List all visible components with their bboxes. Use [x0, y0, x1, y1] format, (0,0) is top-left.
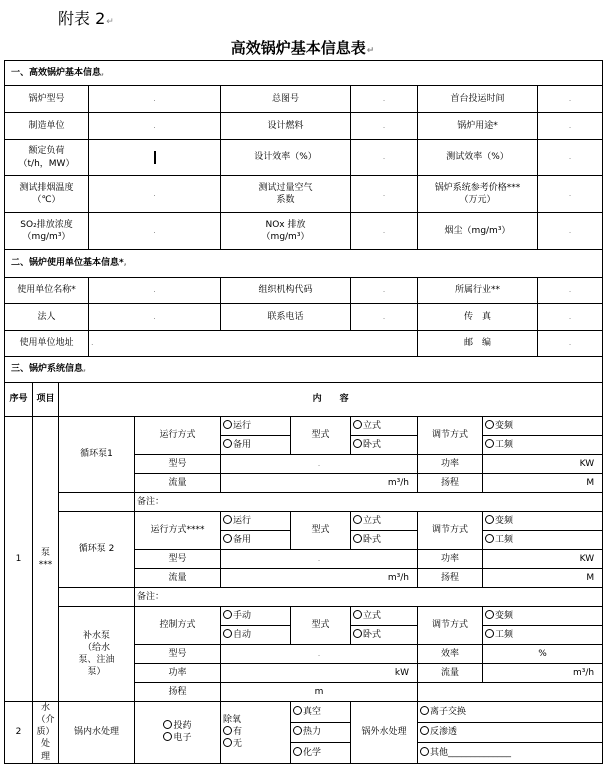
boiler-info-table [4, 60, 603, 764]
pump2-reg-opt-2[interactable]: 工频 [483, 531, 603, 550]
pump2-head-label: 扬程 [418, 569, 483, 588]
label-rated-load: 额定负荷 （t/h，MW） [5, 140, 89, 176]
pump1-flow-unit: m³/h [221, 474, 418, 493]
pump1-model-label: 型号 [135, 455, 221, 474]
pump3-flow-unit: m³/h [483, 664, 603, 683]
pump3-eff-unit: % [483, 645, 603, 664]
pump3-head-label: 扬程 [135, 683, 221, 702]
pump1-type-opt-1[interactable]: 立式 [351, 417, 418, 436]
pump3-power-label: 功率 [135, 664, 221, 683]
pump2-run-opt-1[interactable]: 运行 [221, 512, 291, 531]
pump3-power-unit: kW [221, 664, 418, 683]
row2-no: 2 [5, 702, 33, 764]
pump2-power-label: 功率 [418, 550, 483, 569]
value-so2[interactable]: . [89, 213, 221, 250]
pump3-type-opt-1[interactable]: 立式 [351, 607, 418, 626]
radio-icon [420, 747, 429, 756]
radio-icon [420, 706, 429, 715]
deoxy-method-3[interactable]: 化学 [291, 743, 351, 764]
pump1-run-mode-label: 运行方式 [135, 417, 221, 455]
radio-icon [353, 439, 362, 448]
pump2-reg-label: 调节方式 [418, 512, 483, 550]
pump2-reg-opt-1[interactable]: 变频 [483, 512, 603, 531]
pump3-reg-label: 调节方式 [418, 607, 483, 645]
col-content-header: 内 容 [59, 383, 603, 417]
radio-icon [223, 534, 232, 543]
label-dust: 烟尘（mg/m³） [418, 213, 538, 250]
radio-icon [223, 439, 232, 448]
radio-icon [223, 610, 232, 619]
radio-icon [485, 439, 494, 448]
page-title: 高效锅炉基本信息表↵ [230, 39, 375, 57]
pump1-power-label: 功率 [418, 455, 483, 474]
pump2-run-mode-label: 运行方式**** [135, 512, 221, 550]
pump1-name: 循环泵1 [59, 417, 135, 493]
radio-icon [353, 629, 362, 638]
row1-item: 泵*** [33, 417, 59, 702]
pump3-ctrl-opt-1[interactable]: 手动 [221, 607, 291, 626]
pump3-type-label: 型式 [291, 607, 351, 645]
radio-icon [163, 732, 172, 741]
value-first-operation[interactable]: . [538, 86, 603, 113]
value-dust[interactable]: . [538, 213, 603, 250]
value-industry[interactable]: . [538, 278, 603, 304]
pump1-head-unit: M [483, 474, 603, 493]
outboiler-opt-2[interactable]: 反渗透 [418, 722, 603, 743]
value-rated-load[interactable] [89, 140, 221, 176]
value-exhaust-temp[interactable]: . [89, 176, 221, 213]
pump3-model-value[interactable]: . [221, 645, 418, 664]
pump2-name: 循环泵 2 [59, 512, 135, 588]
pump2-remark[interactable]: 备注： [135, 588, 603, 607]
radio-icon [223, 420, 232, 429]
col-no-header: 序号 [5, 383, 33, 417]
label-contact-phone: 联系电话 [221, 304, 351, 331]
label-address: 使用单位地址 [5, 331, 89, 357]
pump1-model-value[interactable]: . [221, 455, 418, 474]
label-nox: NOx 排放 （mg/m³） [221, 213, 351, 250]
label-first-operation: 首台投运时间 [418, 86, 538, 113]
label-total-plan-no: 总图号 [221, 86, 351, 113]
value-design-fuel[interactable]: . [351, 113, 418, 140]
pump1-reg-opt-1[interactable]: 变频 [483, 417, 603, 436]
outboiler-opt-1[interactable]: 离子交换 [418, 702, 603, 723]
pump3-ctrl-opt-2[interactable]: 自动 [221, 626, 291, 645]
pump3-reg-opt-1[interactable]: 变频 [483, 607, 603, 626]
value-legal-person[interactable]: . [89, 304, 221, 331]
value-ref-price[interactable]: . [538, 176, 603, 213]
deoxy-block[interactable]: 除氧 有 无 [221, 702, 291, 764]
radio-icon [485, 515, 494, 524]
value-manufacturer[interactable]: . [89, 113, 221, 140]
pump2-flow-unit: m³/h [221, 569, 418, 588]
value-excess-air[interactable]: . [351, 176, 418, 213]
radio-icon [485, 534, 494, 543]
pump3-flow-label: 流量 [418, 664, 483, 683]
inboiler-opts[interactable]: 投药 电子 [135, 702, 221, 764]
label-manufacturer: 制造单位 [5, 113, 89, 140]
radio-icon [485, 629, 494, 638]
label-postcode: 邮 编 [418, 331, 538, 357]
pump2-model-label: 型号 [135, 550, 221, 569]
radio-icon [223, 515, 232, 524]
radio-icon [293, 726, 302, 735]
pump1-reg-opt-2[interactable]: 工频 [483, 436, 603, 455]
label-excess-air: 测试过量空气 系数 [221, 176, 351, 213]
pump3-model-label: 型号 [135, 645, 221, 664]
pump3-type-opt-2[interactable]: 卧式 [351, 626, 418, 645]
radio-icon [420, 726, 429, 735]
pump3-name: 补水泵 （给水 泵、注油 泵） [59, 607, 135, 702]
label-legal-person: 法人 [5, 304, 89, 331]
label-design-efficiency: 设计效率（%） [221, 140, 351, 176]
radio-icon [293, 747, 302, 756]
section1-heading: 一、高效锅炉基本信息, [5, 61, 603, 86]
text-cursor [154, 151, 156, 164]
pump1-type-opt-2[interactable]: 卧式 [351, 436, 418, 455]
label-design-fuel: 设计燃料 [221, 113, 351, 140]
value-test-efficiency[interactable]: . [538, 140, 603, 176]
pump2-type-opt-2[interactable]: 卧式 [351, 531, 418, 550]
pump2-head-unit: M [483, 569, 603, 588]
label-user-name: 使用单位名称* [5, 278, 89, 304]
value-postcode[interactable]: . [538, 331, 603, 357]
label-boiler-model: 锅炉型号 [5, 86, 89, 113]
pump3-eff-label: 效率 [418, 645, 483, 664]
value-address[interactable]: . [89, 331, 418, 357]
value-fax[interactable]: . [538, 304, 603, 331]
label-so2: SO₂排放浓度 （mg/m³） [5, 213, 89, 250]
col-item-header: 项目 [33, 383, 59, 417]
inboiler-label: 锅内水处理 [59, 702, 135, 764]
value-total-plan-no[interactable]: . [351, 86, 418, 113]
pump1-run-opt-2[interactable]: 备用 [221, 436, 291, 455]
deoxy-method-2[interactable]: 热力 [291, 722, 351, 743]
outboiler-label: 锅外水处理 [351, 702, 418, 764]
pump3-reg-opt-2[interactable]: 工频 [483, 626, 603, 645]
radio-icon [485, 610, 494, 619]
pump1-power-unit: KW [483, 455, 603, 474]
pump2-power-unit: KW [483, 550, 603, 569]
radio-icon [353, 420, 362, 429]
pump1-head-label: 扬程 [418, 474, 483, 493]
radio-icon [293, 706, 302, 715]
pump2-flow-label: 流量 [135, 569, 221, 588]
label-exhaust-temp: 测试排烟温度 （℃） [5, 176, 89, 213]
outboiler-opt-3[interactable]: 其他______________ [418, 743, 603, 764]
pump1-remark[interactable]: 备注： [135, 493, 603, 512]
pump1-run-opt-1[interactable]: 运行 [221, 417, 291, 436]
radio-icon [223, 738, 232, 747]
row1-no: 1 [5, 417, 33, 702]
value-contact-phone[interactable]: . [351, 304, 418, 331]
radio-icon [353, 534, 362, 543]
value-boiler-usage[interactable]: . [538, 113, 603, 140]
label-boiler-usage: 锅炉用途* [418, 113, 538, 140]
deoxy-method-1[interactable]: 真空 [291, 702, 351, 723]
value-user-name[interactable]: . [89, 278, 221, 304]
pump2-run-opt-2[interactable]: 备用 [221, 531, 291, 550]
label-industry: 所属行业** [418, 278, 538, 304]
pump1-type-label: 型式 [291, 417, 351, 455]
row2-item: 水（介 质）处 理 [33, 702, 59, 764]
pump1-reg-label: 调节方式 [418, 417, 483, 455]
attachment-label: 附表 2↵ [58, 9, 114, 28]
value-org-code[interactable]: . [351, 278, 418, 304]
pump3-ctrl-mode-label: 控制方式 [135, 607, 221, 645]
value-nox[interactable]: . [351, 213, 418, 250]
radio-icon [223, 629, 232, 638]
radio-icon [485, 420, 494, 429]
radio-icon [353, 515, 362, 524]
pump2-type-opt-1[interactable]: 立式 [351, 512, 418, 531]
value-design-efficiency[interactable]: . [351, 140, 418, 176]
value-boiler-model[interactable]: . [89, 86, 221, 113]
pump3-head-unit: m [221, 683, 418, 702]
radio-icon [223, 726, 232, 735]
radio-icon [163, 720, 172, 729]
section3-heading: 三、锅炉系统信息, [5, 357, 603, 383]
radio-icon [353, 610, 362, 619]
section2-heading: 二、锅炉使用单位基本信息*, [5, 250, 603, 278]
label-fax: 传 真 [418, 304, 538, 331]
pump2-model-value[interactable]: . [221, 550, 418, 569]
label-test-efficiency: 测试效率（%） [418, 140, 538, 176]
label-org-code: 组织机构代码 [221, 278, 351, 304]
pump2-type-label: 型式 [291, 512, 351, 550]
pump1-flow-label: 流量 [135, 474, 221, 493]
label-ref-price: 锅炉系统参考价格*** （万元） [418, 176, 538, 213]
